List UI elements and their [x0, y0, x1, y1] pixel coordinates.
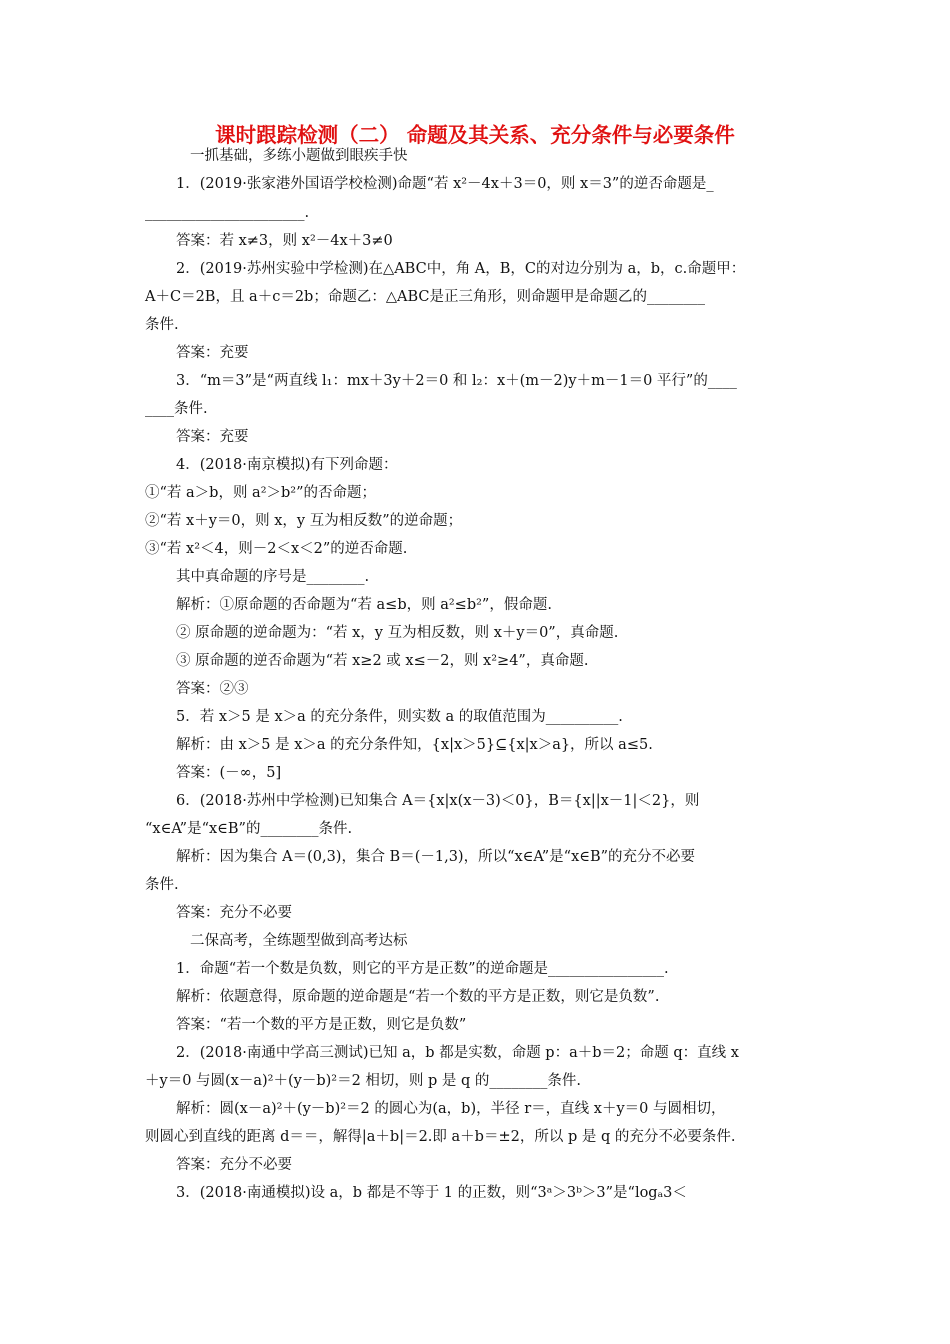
analysis-line: 解析：由 x＞5 是 x＞a 的充分条件知，{x|x＞5}⊆{x|x＞a}，所以 a≤5.: [176, 737, 653, 753]
question-line: 5．若 x＞5 是 x＞a 的充分条件，则实数 a 的取值范围为__________.: [176, 709, 623, 725]
answer-line: 答案：充要: [176, 429, 249, 445]
question-item: ③“若 x²＜4，则－2＜x＜2”的逆否命题.: [145, 541, 408, 557]
answer-line: 答案：②③: [176, 681, 249, 697]
question-line: 条件.: [145, 317, 179, 333]
analysis-line: 则圆心到直线的距离 d＝＝，解得|a＋b|＝2.即 a＋b＝±2，所以 p 是 q 的充分不必要条件.: [145, 1129, 736, 1145]
question-line: 3．“m＝3”是“两直线 l₁：mx＋3y＋2＝0 和 l₂：x＋(m－2)y＋m－1＝0 平行”的____: [176, 373, 737, 389]
answer-line: 答案：若 x≠3，则 x²－4x＋3≠0: [176, 233, 393, 249]
section-heading-1: 一抓基础，多练小题做到眼疾手快: [190, 148, 408, 164]
analysis-line: 解析：依题意得，原命题的逆命题是“若一个数的平方是正数，则它是负数”.: [176, 989, 660, 1005]
question-line: 2．(2019·苏州实验中学检测)在△ABC中，角 A，B，C的对边分别为 a，b，c.命题甲：: [176, 261, 746, 277]
analysis-line: 条件.: [145, 877, 179, 893]
question-item: ①“若 a＞b，则 a²＞b²”的否命题；: [145, 485, 377, 501]
question-line: 其中真命题的序号是________.: [176, 569, 370, 585]
analysis-line: ③ 原命题的逆否命题为“若 x≥2 或 x≤－2，则 x²≥4”，真命题.: [176, 653, 589, 669]
analysis-line: 解析：圆(x－a)²＋(y－b)²＝2 的圆心为(a，b)，半径 r＝，直线 x＋y＝0 与圆相切，: [176, 1101, 726, 1117]
answer-line: 答案：“若一个数的平方是正数，则它是负数”: [176, 1017, 467, 1033]
answer-line: 答案：充要: [176, 345, 249, 361]
question-line: 1．(2019·张家港外国语学校检测)命题“若 x²－4x＋3＝0，则 x＝3”的逆否命题是_: [176, 176, 714, 192]
page-title: 课时跟踪检测（二） 命题及其关系、充分条件与必要条件: [215, 123, 735, 147]
analysis-line: 解析：因为集合 A＝(0,3)，集合 B＝(－1,3)，所以“x∈A”是“x∈B”的充分不必要: [176, 849, 696, 865]
analysis-line: 解析：①原命题的否命题为“若 a≤b，则 a²≤b²”，假命题.: [176, 597, 552, 613]
question-line: 2．(2018·南通中学高三测试)已知 a，b 都是实数，命题 p：a＋b＝2；命题 q：直线 x: [176, 1045, 739, 1061]
question-line: 1．命题“若一个数是负数，则它的平方是正数”的逆命题是________________.: [176, 961, 669, 977]
question-line: “x∈A”是“x∈B”的________条件.: [145, 821, 353, 837]
question-line: A＋C＝2B，且 a＋c＝2b；命题乙：△ABC是正三角形，则命题甲是命题乙的________: [145, 289, 705, 305]
answer-line: 答案：充分不必要: [176, 905, 292, 921]
question-line: ____条件.: [145, 401, 208, 417]
question-line: 6．(2018·苏州中学检测)已知集合 A＝{x|x(x－3)＜0}，B＝{x||x－1|＜2}，则: [176, 793, 700, 809]
answer-line: 答案：(－∞，5]: [176, 765, 282, 781]
question-line: 4．(2018·南京模拟)有下列命题：: [176, 457, 398, 473]
question-line: ______________________.: [145, 205, 310, 221]
section-heading-2: 二保高考，全练题型做到高考达标: [190, 933, 408, 949]
question-line: ＋y＝0 与圆(x－a)²＋(y－b)²＝2 相切，则 p 是 q 的________条件.: [145, 1073, 582, 1089]
analysis-line: ② 原命题的逆命题为：“若 x，y 互为相反数，则 x＋y＝0”，真命题.: [176, 625, 619, 641]
question-item: ②“若 x＋y＝0，则 x，y 互为相反数”的逆命题；: [145, 513, 463, 529]
answer-line: 答案：充分不必要: [176, 1157, 292, 1173]
question-line: 3．(2018·南通模拟)设 a，b 都是不等于 1 的正数，则“3ᵃ＞3ᵇ＞3”是“logₐ3＜: [176, 1185, 687, 1201]
